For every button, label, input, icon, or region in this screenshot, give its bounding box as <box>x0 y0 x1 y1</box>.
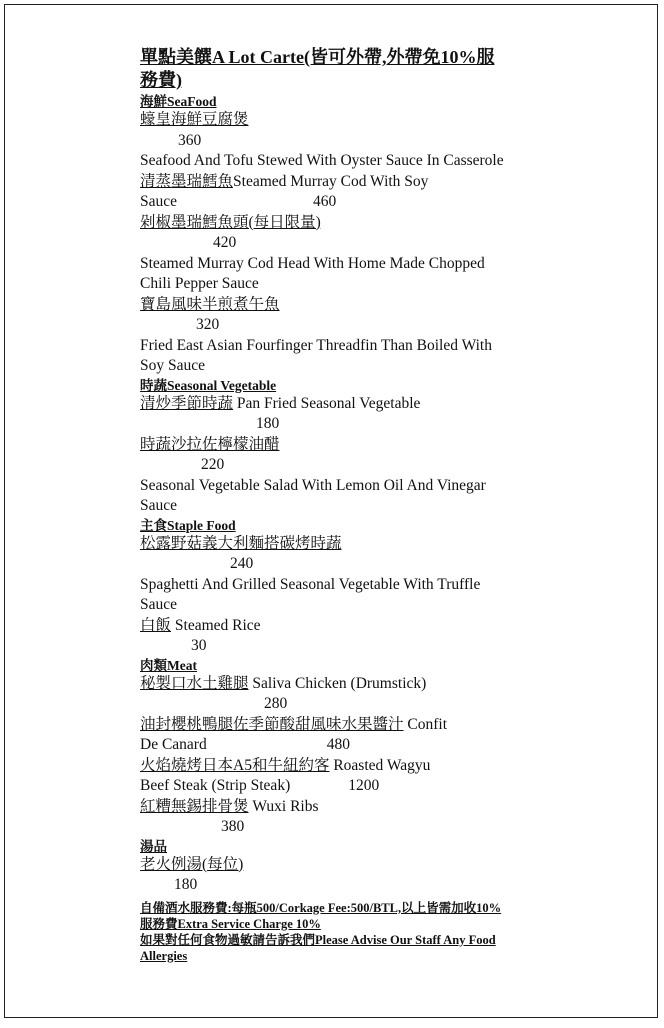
menu-item <box>140 110 510 172</box>
menu-item <box>140 172 510 213</box>
item-price: 30 <box>191 637 207 654</box>
menu-item <box>140 715 510 756</box>
menu-item <box>140 213 510 295</box>
item-name-zh: 時蔬沙拉佐檸檬油醋 <box>140 435 280 453</box>
item-name-zh: 蠔皇海鮮豆腐煲 <box>140 111 249 128</box>
menu-page <box>4 4 658 1018</box>
item-name-en: Confit <box>403 715 448 733</box>
menu-item <box>140 855 510 896</box>
menu-item <box>140 435 510 517</box>
item-name-en: Seasonal Vegetable Salad With Lemon Oil And Vinegar Sauce <box>140 476 486 514</box>
menu-item <box>140 674 510 715</box>
item-name-en: Saliva Chicken (Drumstick) <box>248 674 427 692</box>
allergy-note: 如果對任何食物過敏請告訴我們Please Advise Our Staff Any Food Allergies <box>140 932 496 963</box>
item-name-zh: 老火例湯(每位) <box>140 855 244 873</box>
item-name-zh: 剁椒墨瑞鱈魚頭(每日限量) <box>140 213 321 231</box>
item-name-en: Sauce <box>140 193 178 210</box>
item-name-zh: 清蒸墨瑞鱈魚 <box>140 172 234 190</box>
item-price: 280 <box>264 695 288 712</box>
item-name-en: Beef Steak (Strip Steak) <box>140 777 291 794</box>
item-name-en: Steamed Murray Cod Head With Home Made Chopped Chili Pepper Sauce <box>140 254 485 292</box>
item-name-zh: 紅糟無錫排骨煲 <box>140 797 249 815</box>
corkage-note: 自備酒水服務費:每瓶500/Corkage Fee:500/BTL,以上皆需加收10%服務費Extra Service Charge 10% <box>140 900 502 931</box>
item-name-en: Pan Fried Seasonal Vegetable <box>233 394 421 412</box>
item-name-zh: 油封櫻桃鴨腿佐季節酸甜風味水果醬汁 <box>140 715 404 733</box>
menu-item <box>140 295 510 377</box>
menu-title: 單點美饌A Lot Carte(皆可外帶,外帶免10%服務費) <box>140 47 495 90</box>
item-name-zh: 清炒季節時蔬 <box>140 394 234 412</box>
item-price: 360 <box>178 131 202 149</box>
category-soup: 湯品 <box>140 838 167 854</box>
item-name-en: Wuxi Ribs <box>248 797 319 815</box>
item-name-zh: 秘製口水土雞腿 <box>140 674 249 692</box>
item-price: 380 <box>221 818 245 835</box>
item-name-zh: 松露野菇義大利麵搭碳烤時蔬 <box>140 534 342 552</box>
category-seafood: 海鮮SeaFood <box>140 94 217 109</box>
category-vegetable: 時蔬Seasonal Vegetable <box>140 377 277 393</box>
item-name-zh: 白飯 <box>140 616 172 634</box>
item-name-en: Spaghetti And Grilled Seasonal Vegetable With Truffle Sauce <box>140 575 481 613</box>
category-staple: 主食Staple Food <box>140 517 236 533</box>
item-name-en: Roasted Wagyu <box>329 756 431 774</box>
item-price: 320 <box>196 316 220 333</box>
item-price: 220 <box>201 456 225 473</box>
item-name-en: Fried East Asian Fourfinger Threadfin Than Boiled With Soy Sauce <box>140 336 492 374</box>
menu-item <box>140 616 510 657</box>
item-price: 180 <box>256 415 280 432</box>
item-price: 420 <box>213 234 237 251</box>
item-name-zh: 火焰燒烤日本A5和牛紐約客 <box>140 756 330 774</box>
item-price: 240 <box>230 555 254 572</box>
menu-item <box>140 797 510 838</box>
item-name-en: Steamed Rice <box>171 616 261 634</box>
menu-item <box>140 756 510 797</box>
item-name-en: De Canard <box>140 736 207 753</box>
menu-item <box>140 534 510 616</box>
item-price: 480 <box>326 736 350 753</box>
category-meat: 肉類Meat <box>140 657 197 673</box>
item-price: 180 <box>174 876 198 893</box>
menu-item <box>140 394 510 435</box>
item-price: 1200 <box>348 777 380 794</box>
item-name-en: Steamed Murray Cod With Soy <box>233 172 429 190</box>
item-name-zh: 寶島風味半煎煮午魚 <box>140 295 280 313</box>
item-price: 460 <box>313 193 337 210</box>
menu-content <box>140 46 510 964</box>
item-name-en: Seafood And Tofu Stewed With Oyster Sauce In Casserole <box>140 152 504 169</box>
